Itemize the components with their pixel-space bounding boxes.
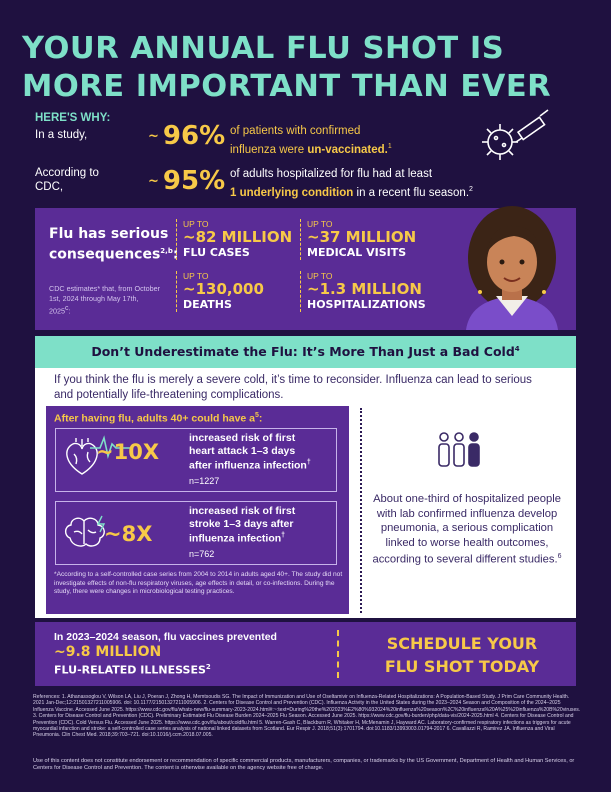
season-number: ~9.8 MILLION — [54, 644, 162, 660]
stroke-risk-text — [189, 505, 335, 545]
tilde: ~ — [104, 522, 122, 546]
ref-sup: 6 — [557, 553, 562, 560]
heart-risk-line-1: increased risk of first — [189, 432, 296, 444]
stroke-risk-line-3: influenza infection — [189, 532, 282, 545]
cdc-note-colon: : — [68, 306, 71, 316]
ref-sup: c — [65, 305, 69, 312]
consequences-heading-b: consequences — [49, 246, 161, 263]
adults-risk-heading — [54, 412, 262, 425]
stat-row-2-lead-b: CDC, — [35, 181, 64, 193]
stat-95-desc-c: in a recent flu season. — [353, 186, 470, 199]
heart-risk-multiplier — [96, 440, 159, 464]
stat-95-value: 95% — [162, 166, 226, 196]
stat-row-2-lead — [35, 166, 99, 194]
cdc-estimate-text: CDC estimates* that, from October 1st, 2024 through May 17th, 2025 — [49, 284, 161, 316]
cell-label: HOSPITALIZATIONS — [307, 298, 426, 311]
cell-upto: UP TO — [307, 219, 333, 229]
stroke-risk-line-1: increased risk of first — [189, 505, 296, 517]
cell-upto: UP TO — [307, 271, 333, 281]
woman-avatar-illustration — [452, 196, 572, 330]
stat-row-1-lead: In a study, — [35, 129, 88, 141]
heart-sample-size: n=1227 — [189, 476, 220, 486]
stat-96-desc-bold: un-vaccinated. — [307, 143, 388, 156]
tilde: ~ — [148, 174, 159, 189]
stat-95 — [148, 166, 225, 196]
ref-sup: 4 — [514, 344, 520, 353]
cell-label: FLU CASES — [183, 246, 250, 259]
heart-risk-text — [189, 432, 335, 472]
cell-number: ~37 MILLION — [307, 228, 417, 246]
ref-sup: 2 — [205, 663, 211, 671]
schedule-flu-shot-cta[interactable] — [360, 632, 564, 678]
stroke-risk-value: 8X — [121, 522, 153, 546]
cell-upto: UP TO — [183, 271, 209, 281]
tilde: ~ — [96, 440, 114, 464]
consequences-heading — [49, 226, 178, 264]
pneumonia-paragraph: About one-third of hospitalized people with lab confirmed influenza develop pneumonia, a serious complication linked to worse health outcomes, according to several different studies. — [372, 493, 561, 566]
season-label — [54, 663, 211, 677]
title-line-1: YOUR ANNUAL FLU SHOT IS — [22, 31, 505, 66]
stat-96-desc-b: influenza were — [230, 143, 308, 156]
intro-paragraph: If you think the flu is merely a severe cold, it’s time to reconsider. Influenza can lead to serious and potentially life-threatening complications. — [54, 374, 532, 401]
ref-sup: 5 — [255, 412, 259, 419]
season-lead: In 2023–2024 season, flu vaccines prevented — [54, 631, 277, 643]
people-icon — [436, 430, 482, 476]
disclaimer: Use of this content does not constitute endorsement or recommendation of specific commercial products, manufacturers, companies, or trademarks by the US Government, Department of Health and Human Services, or Centers for Disease Control and Prevention. The content is otherwise available on the agency website free of charge. — [33, 758, 575, 772]
heart-risk-line-2: heart attack 1–3 days — [189, 444, 296, 457]
stroke-risk-multiplier — [104, 522, 152, 546]
stat-cell-flu-cases — [176, 219, 292, 260]
consequences-heading-a: Flu has serious — [49, 226, 169, 242]
stat-96-value: 96% — [162, 121, 226, 151]
stat-cell-medical-visits — [300, 219, 416, 260]
virus-syringe-icon — [478, 108, 554, 170]
stat-96 — [148, 121, 225, 151]
brain-icon — [62, 514, 110, 554]
adults-risk-colon: : — [258, 412, 263, 425]
cell-number: ~82 MILLION — [183, 228, 293, 246]
dagger: † — [306, 459, 311, 466]
ref-sup: 1 — [387, 143, 392, 150]
cell-label: MEDICAL VISITS — [307, 246, 407, 259]
title-line-2: MORE IMPORTANT THAN EVER — [22, 69, 552, 104]
cell-number: ~130,000 — [183, 280, 264, 298]
stat-95-desc-bold: 1 underlying condition — [230, 186, 354, 199]
stat-96-desc-a: of patients with confirmed — [230, 125, 361, 137]
stat-96-desc — [230, 124, 470, 158]
cell-number: ~1.3 MILLION — [307, 280, 422, 298]
underestimate-banner-text — [35, 344, 576, 359]
consequences-colon: : — [172, 246, 179, 263]
stat-cell-hospitalizations — [300, 271, 426, 312]
dotted-divider — [360, 408, 362, 613]
tilde: ~ — [148, 129, 159, 144]
stroke-risk-line-2: stroke 1–3 days after — [189, 517, 294, 530]
why-heading: HERE'S WHY: — [35, 112, 111, 124]
references: References: 1. Athanassoglou V, Wilson LA, Liu J, Poeran J, Zhong H, Memtsoudis SG. The Impact of Immunization and Use of Oseltamivir on Influenza-Related Hospitalizations: A Population-Based Study. J Prim Care Community Health. 2021 Jan-Dec;12:21501327211005906. doi: 10.1177/21501327211005906. 2. Centers for Disease Control and Prevention (CDC). Influenza Activity in the United States during the 2023–2024 Season and Composition of the 2024–2025 Influenza Vaccine. Accessed June 2025. https://www.cdc.gov/flu/whats-new/flu-summary-2023-2024.html#:~:text=During%20the%202023%E2%80%932024%20influenza%20season%2C%20influenza%20A%25%20influenza%20B%20viruses. 3. Centers for Disease Control and Prevention (CDC). Preliminary Estimated Flu Disease Burden 2024–2025 Flu Season. Accessed June 2025. https://www.cdc.gov/flu-burden/php/data-vis/2024-2025.html 4. Centers for Disease Control and Prevention (CDC). Cold Versus Flu. Accessed June 2025. https://www.cdc.gov/flu/about/coldflu.html 5. Warren-Gash C, Blackburn R, Whitaker H, McMenamin J, Hayward AC. Laboratory-confirmed respiratory infections as triggers for acute myocardial infarction and stroke: a self-controlled case series analysis of national linked datasets from Scotland. Eur Respir J. 2018;51(3):1701794. doi:10.1183/13993003.01794-2017 6. Cavallazzi R, Ramirez JA. Influenza and Viral Pneumonia. Clin Chest Med. 2018;39:703–721. doi:10.1016/j.ccm.2018.07.005. — [33, 694, 581, 739]
cdc-estimate-note — [49, 284, 161, 316]
pneumonia-text — [372, 492, 562, 567]
stat-row-2-lead-a: According to — [35, 167, 99, 179]
cell-upto: UP TO — [183, 219, 209, 229]
banner-text: Don’t Underestimate the Flu: It’s More Than Just a Bad Cold — [91, 344, 515, 359]
season-label-text: FLU-RELATED ILLNESSES — [54, 663, 206, 677]
page-title — [22, 30, 592, 106]
cta-line-2: FLU SHOT TODAY — [384, 657, 540, 676]
heart-risk-line-3: after influenza infection — [189, 459, 307, 472]
adults-risk-heading-text: After having flu, adults 40+ could have a — [54, 412, 256, 425]
ref-sup: 2,b — [160, 247, 173, 255]
heart-risk-value: 10X — [113, 440, 160, 464]
stat-95-desc-a: of adults hospitalized for flu had at least — [230, 168, 433, 180]
stroke-sample-size: n=762 — [189, 549, 215, 559]
cell-label: DEATHS — [183, 298, 232, 311]
cta-line-1: SCHEDULE YOUR — [386, 634, 538, 653]
band-divider — [337, 630, 339, 678]
dagger: † — [281, 532, 286, 539]
study-footnote: *According to a self-controlled case series from 2004 to 2014 in adults aged 40+. The study did not investigate effects of non-flu respiratory viruses, age effects in detail, or co-infections. During the study, there were changes in microbiological testing practices. — [54, 571, 343, 595]
ref-sup: 2 — [469, 186, 473, 193]
stat-cell-deaths — [176, 271, 264, 312]
